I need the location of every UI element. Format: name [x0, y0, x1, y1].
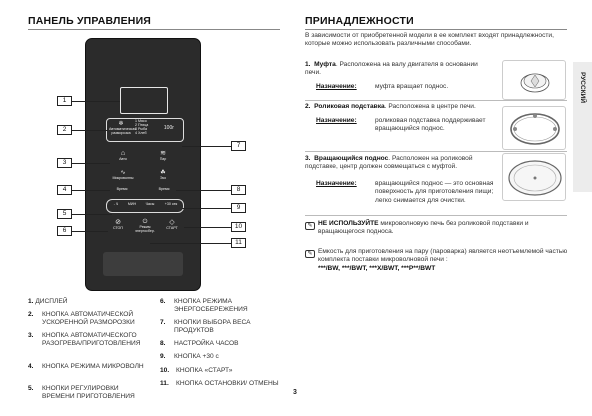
- start-label: СТАРТ: [166, 225, 178, 230]
- roller-ring-image: [502, 106, 566, 150]
- menu-item: 4 Хлеб: [135, 130, 147, 135]
- plus30-button[interactable]: +30 сек: [164, 202, 178, 206]
- leader-line: [182, 146, 231, 147]
- menu-item: 2 Птица: [135, 122, 149, 127]
- language-tab: [573, 62, 592, 192]
- menu-item: 1 Мясо: [135, 119, 147, 123]
- menu-item: 3 Рыба: [135, 126, 147, 131]
- callout-6: 6: [57, 226, 72, 236]
- separator: [305, 215, 567, 216]
- legend-item: 6. КНОПКА РЕЖИМА ЭНЕРГОСБЕРЕЖЕНИЯ: [160, 298, 248, 313]
- leader-line: [72, 130, 108, 131]
- leader-line: [176, 190, 231, 191]
- microwave-label: Микроволны: [112, 175, 134, 180]
- callout-11: 11: [231, 238, 246, 248]
- note-icon: ✎: [305, 250, 315, 258]
- legend-item: 2. КНОПКА АВТОМАТИЧЕСКОЙ УСКОРЕННОЙ РАЗМОРОЗКИ: [28, 311, 135, 326]
- coupler-image: [502, 60, 566, 100]
- microwave-button[interactable]: ∿ Микроволны: [110, 170, 136, 181]
- turntable-image: [502, 153, 566, 201]
- eco-button[interactable]: ☘ Эко: [150, 170, 176, 181]
- defrost-label: Автоматическая разморозка: [109, 126, 137, 135]
- purpose-text: муфта вращает поднос.: [375, 83, 449, 90]
- callout-9: 9: [231, 203, 246, 213]
- legend-item: 5. КНОПКИ РЕГУЛИРОВКИ ВРЕМЕНИ ПРИГОТОВЛЕНИЯ: [28, 385, 135, 400]
- language-tab-label: РУССКИЙ: [579, 72, 586, 103]
- food-menu-list: [135, 120, 155, 136]
- title-rule: [305, 29, 567, 30]
- weight-button[interactable]: 100г: [163, 125, 175, 131]
- accessory-item-3: 3. Вращающийся поднос. Расположен на роликовой подставке, центр должен совмещаться с муфтой.: [305, 155, 473, 171]
- time-plus-button[interactable]: Время: [158, 187, 170, 191]
- leader-line: [72, 214, 112, 215]
- leader-line: [72, 231, 108, 232]
- purpose-label: Назначение:: [316, 117, 357, 124]
- callout-7: 7: [231, 141, 246, 151]
- callout-10: 10: [231, 222, 246, 232]
- turntable-icon: [503, 154, 567, 202]
- legend-item: 1. ДИСПЛЕЙ: [28, 298, 68, 305]
- purpose-label: Назначение:: [316, 180, 357, 187]
- defrost-button[interactable]: ❄ Автоматическая разморозка: [109, 121, 137, 135]
- accessory-item-2: 2. Роликовая подставка. Расположена в центре печи.: [305, 103, 476, 110]
- callout-3: 3: [57, 158, 72, 168]
- callout-5: 5: [57, 209, 72, 219]
- eco-label: Эко: [159, 175, 167, 180]
- legend-item: 10. КНОПКА «СТАРТ»: [160, 367, 233, 374]
- stop-button[interactable]: ⊘ СТОП: [106, 219, 130, 231]
- eco-mode-label: Режим энергосбер.: [135, 224, 155, 233]
- purpose-text: вращающийся поднос — это основная поверхность для приготовления пищи; легко снимается для очистки.: [375, 180, 494, 204]
- callout-4: 4: [57, 185, 72, 195]
- legend-item: 3. КНОПКА АВТОМАТИЧЕСКОГО РАЗОГРЕВА/ПРИГОТОВЛЕНИЯ: [28, 332, 141, 347]
- display-window: [120, 87, 168, 114]
- leader-line: [182, 208, 231, 209]
- note-icon: ✎: [305, 222, 315, 230]
- accessories-title: ПРИНАДЛЕЖНОСТИ: [305, 15, 414, 27]
- legend-item: 8. НАСТРОЙКА ЧАСОВ: [160, 340, 239, 347]
- roller-ring-icon: [503, 107, 567, 151]
- steam-label: Пар: [159, 156, 167, 161]
- legend-item: 7. КНОПКИ ВЫБОРА ВЕСА ПРОДУКТОВ: [160, 319, 251, 334]
- callout-2: 2: [57, 125, 72, 135]
- accessory-item-1: 1. Муфта. Расположена на валу двигателя в основании печи.: [305, 61, 478, 77]
- minute-button[interactable]: МИН: [127, 202, 137, 206]
- title-rule: [28, 29, 280, 30]
- legend-item: 9. КНОПКА +30 с: [160, 353, 219, 360]
- auto-label: Авто: [119, 156, 127, 161]
- auto-cook-button[interactable]: ⌂ Авто: [110, 150, 136, 162]
- steam-button[interactable]: ≋ Пар: [150, 150, 176, 162]
- intro-text: В зависимости от приобретенной модели в ее комплект входят принадлежности, которые можно использовать различными способами.: [305, 32, 554, 48]
- callout-8: 8: [231, 185, 246, 195]
- note-2: Емкость для приготовления на пару (пароварка) является неотъемлемой частью комплекта поставки микроволновой печи : ***/BW, ***/BWT, ***X/BWT, ***P**/BWT: [318, 248, 568, 272]
- coupler-icon: [503, 61, 567, 101]
- note-1: НЕ ИСПОЛЬЗУЙТЕ микроволновую печь без роликовой подставки и вращающегося подноса.: [318, 220, 529, 236]
- time-minus-button[interactable]: Время: [116, 187, 128, 191]
- start-button[interactable]: ◇ СТАРТ: [160, 219, 184, 231]
- lower-panel-window: [103, 252, 183, 276]
- leader-line: [72, 190, 110, 191]
- leader-line: [72, 163, 110, 164]
- separator: [305, 100, 567, 101]
- purpose-label: Назначение:: [316, 83, 357, 90]
- separator: [305, 151, 567, 152]
- leader-line: [150, 243, 231, 244]
- callout-1: 1: [57, 96, 72, 106]
- purpose-text: роликовая подставка поддерживает вращающийся поднос.: [375, 117, 486, 133]
- control-panel-title: ПАНЕЛЬ УПРАВЛЕНИЯ: [28, 15, 152, 27]
- legend-item: 11. КНОПКА ОСТАНОВКИ/ ОТМЕНЫ: [160, 380, 279, 387]
- clock-button[interactable]: Часы: [145, 202, 155, 206]
- leader-line: [184, 227, 231, 228]
- leader-line: [72, 101, 120, 102]
- legend-item: 4. КНОПКА РЕЖИМА МИКРОВОЛН: [28, 363, 144, 370]
- page-number: 3: [293, 389, 297, 396]
- eco-mode-button[interactable]: ⏻ Режим энергосбер.: [131, 219, 159, 234]
- hour-button[interactable]: - Ч: [113, 202, 119, 206]
- stop-label: СТОП: [113, 225, 123, 230]
